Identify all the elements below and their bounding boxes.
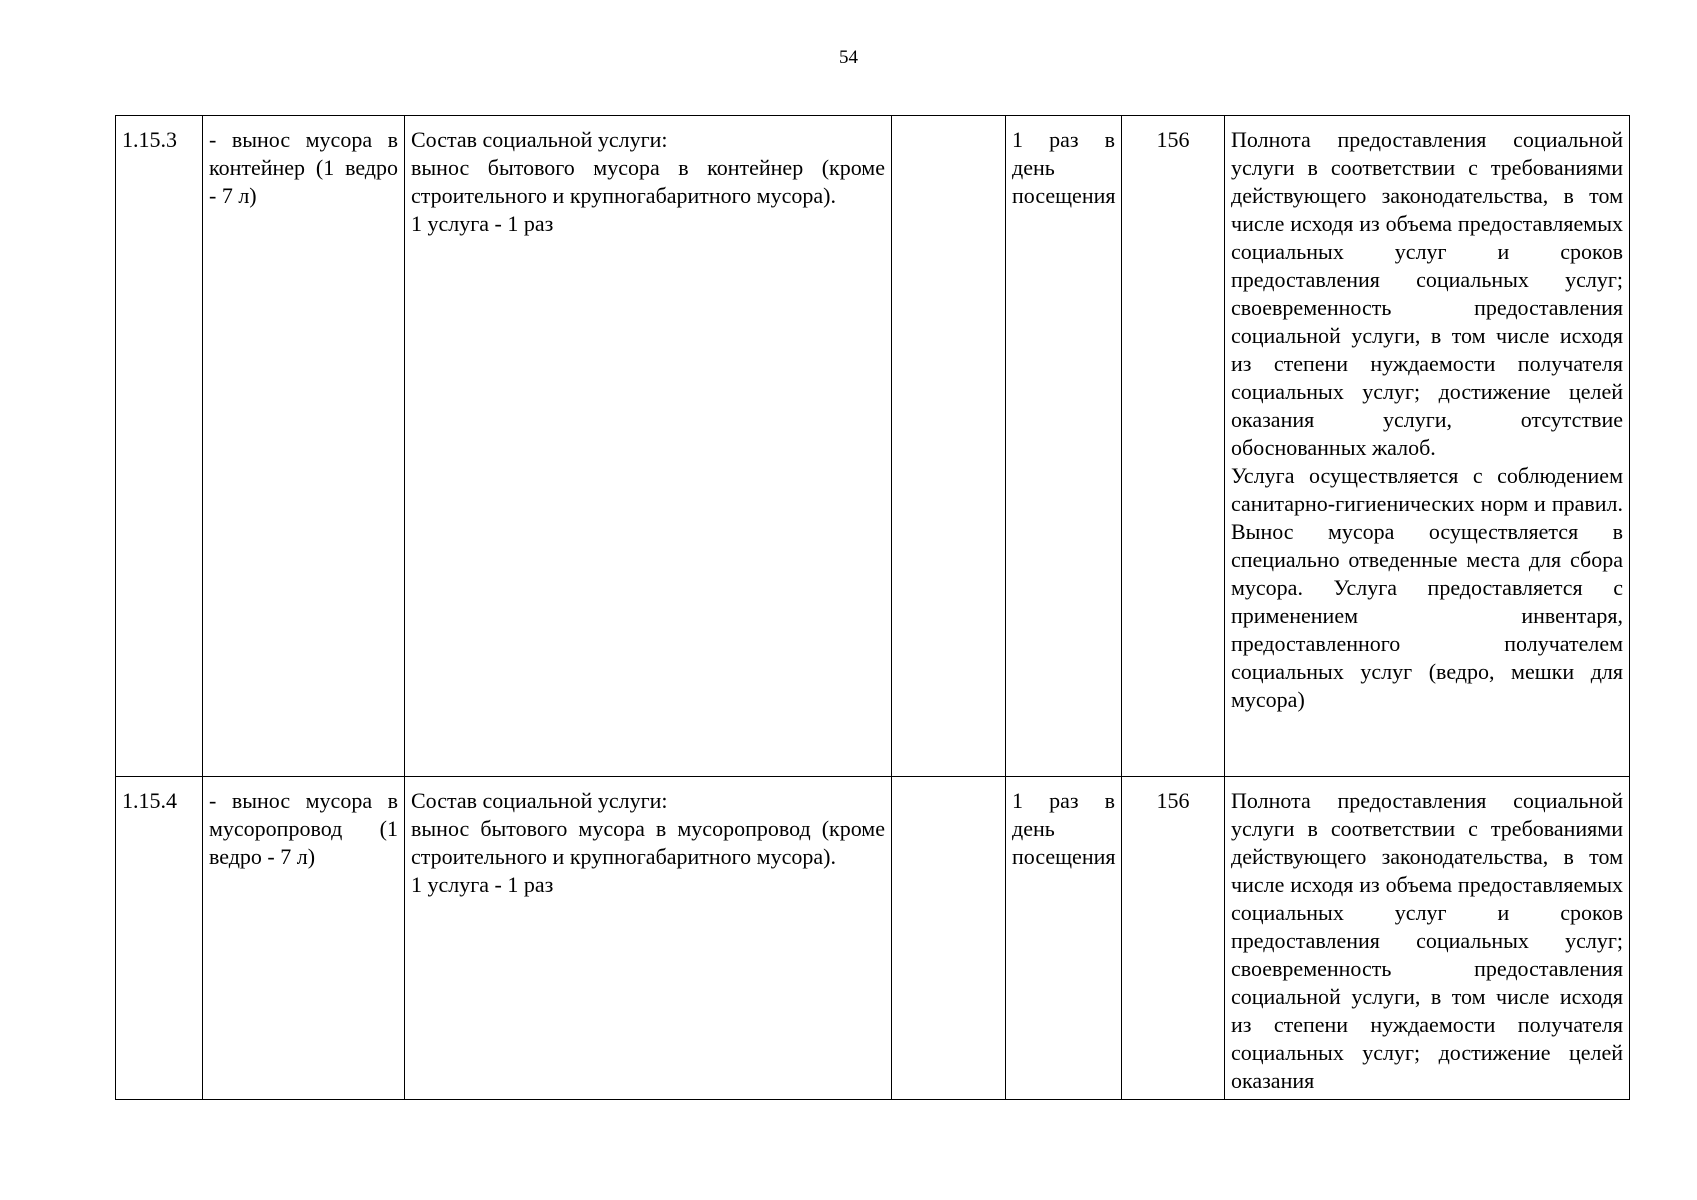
service-count: 156 bbox=[1122, 777, 1225, 1100]
quality-criteria bbox=[1225, 116, 1630, 777]
composition-text: вынос бытового мусора в контейнер (кроме строительного и крупногабаритного мусора). bbox=[411, 155, 885, 208]
table-row bbox=[116, 116, 1630, 777]
quality-text-1: Полнота предоставления социальной услуги в соответствии с требованиями действующего законодательства, в том числе исходя из объема предоставляемых социальных услуг и сроков предоставления социальных услуг; своевременность предоставления социальной услуги, в том числе исходя из степени нуждаемости получателя социальных услуг; достижение целей оказания bbox=[1231, 788, 1623, 1093]
composition-title: Состав социальной услуги: bbox=[411, 788, 668, 813]
composition-text: вынос бытового мусора в мусоропровод (кроме строительного и крупногабаритного мусора). bbox=[411, 816, 885, 869]
service-name: - вынос мусора в мусоропровод (1 ведро - 7 л) bbox=[203, 777, 405, 1100]
service-frequency: 1 раз в день посещения bbox=[1006, 116, 1122, 777]
page-number: 54 bbox=[839, 47, 858, 68]
service-name: - вынос мусора в контейнер (1 ведро - 7 л) bbox=[203, 116, 405, 777]
service-unit: 1 услуга - 1 раз bbox=[411, 211, 554, 236]
empty-cell bbox=[892, 116, 1006, 777]
service-description bbox=[405, 116, 892, 777]
service-frequency: 1 раз в день посещения bbox=[1006, 777, 1122, 1100]
service-unit: 1 услуга - 1 раз bbox=[411, 872, 554, 897]
quality-criteria bbox=[1225, 777, 1630, 1100]
service-code: 1.15.4 bbox=[116, 777, 203, 1100]
service-code: 1.15.3 bbox=[116, 116, 203, 777]
quality-text-1: Полнота предоставления социальной услуги в соответствии с требованиями действующего законодательства, в том числе исходя из объема предоставляемых социальных услуг и сроков предоставления социальных услуг; своевременность предоставления социальной услуги, в том числе исходя из степени нуждаемости получателя социальных услуг; достижение целей оказания услуги, отсутствие обоснованных жалоб. bbox=[1231, 127, 1623, 460]
services-table bbox=[115, 115, 1630, 1100]
composition-title: Состав социальной услуги: bbox=[411, 127, 668, 152]
table-row bbox=[116, 777, 1630, 1100]
service-count: 156 bbox=[1122, 116, 1225, 777]
quality-text-2: Услуга осуществляется с соблюдением санитарно-гигиенических норм и правил. Вынос мусора осуществляется в специально отведенные места для сбора мусора. Услуга предоставляется с применением инвентаря, предоставленного получателем социальных услуг (ведро, мешки для мусора) bbox=[1231, 463, 1623, 712]
service-description bbox=[405, 777, 892, 1100]
empty-cell bbox=[892, 777, 1006, 1100]
